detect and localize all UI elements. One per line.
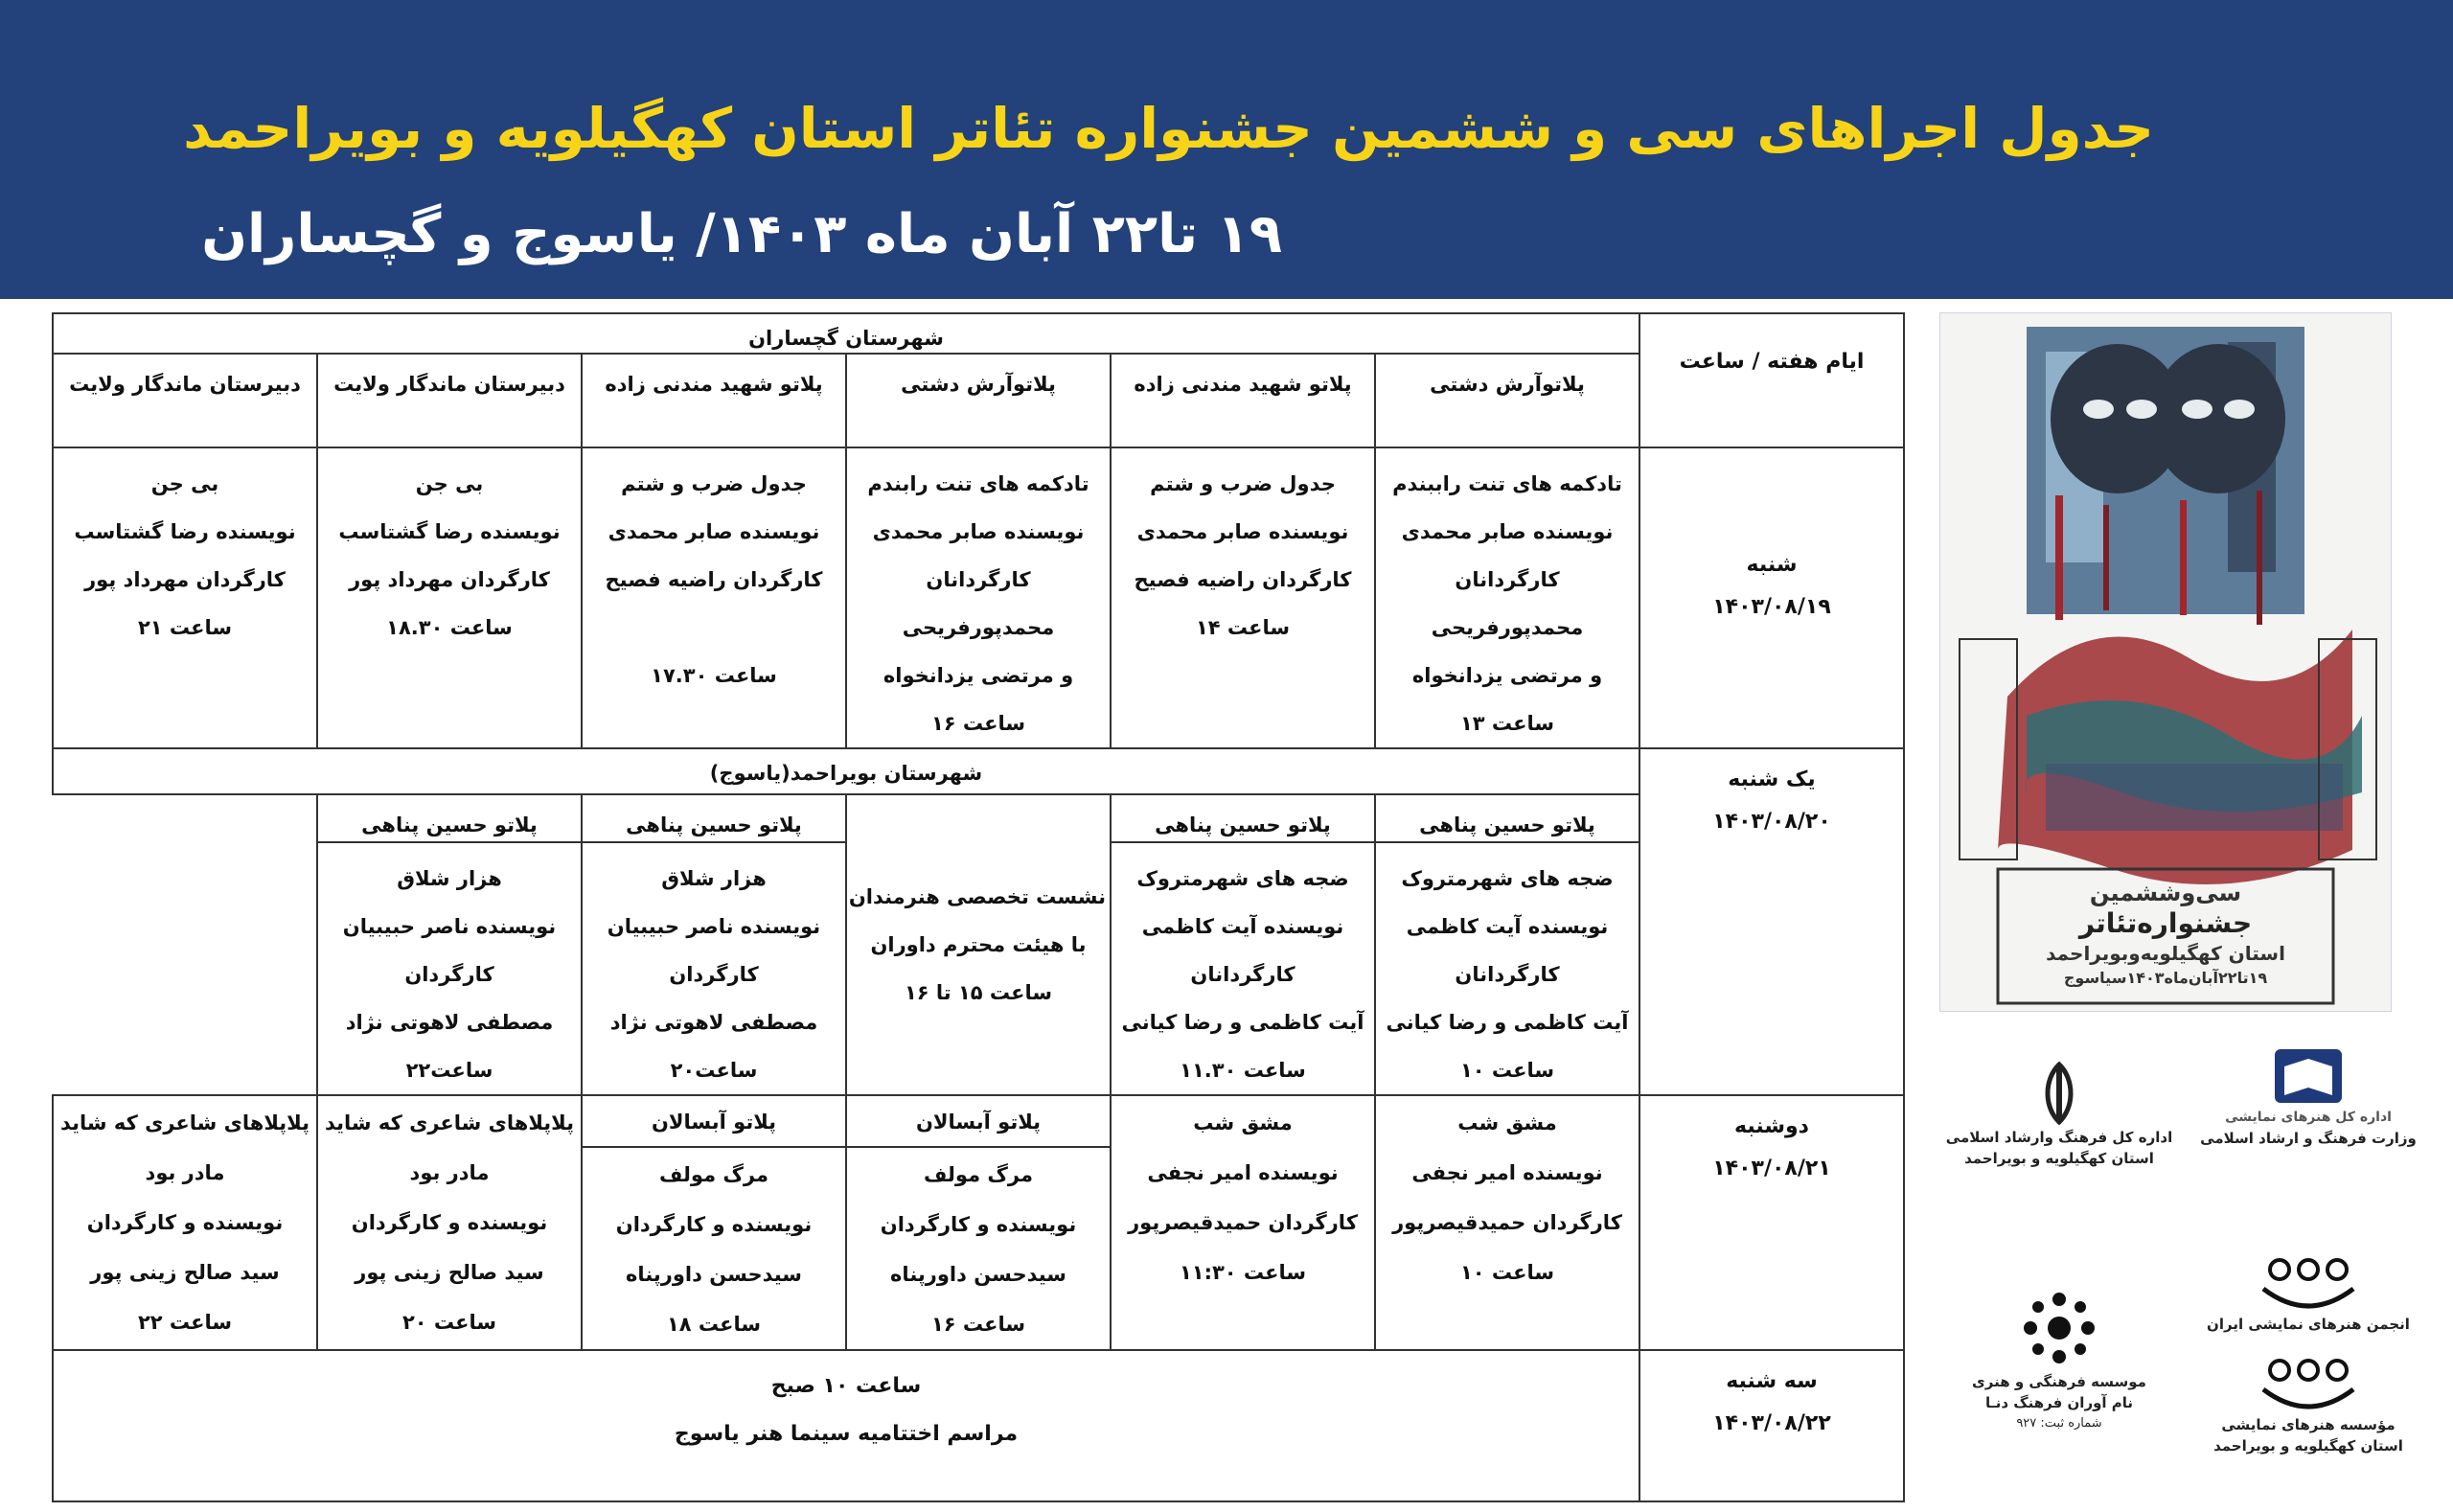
venue-header: پلاتو آبسالان (846, 1095, 1111, 1147)
performance-cell: مرگ مولف نویسنده و کارگردان سیدحسن داورپناه ساعت ۱۶ (846, 1147, 1111, 1350)
day-tuesday: سه شنبه ۱۴۰۳/۰۸/۲۲ (1639, 1350, 1904, 1501)
performance-cell: مشق شب نویسنده امیر نجفی کارگردان حمیدقیصرپور ساعت ۱۰ (1375, 1095, 1639, 1350)
region-header-boyerahmad: شهرستان بویراحمد(یاسوج) (53, 748, 1639, 794)
performance-cell: هزار شلاق نویسنده ناصر حبیبیان کارگردان مصطفی لاهوتی نژاد ساعت۲۰ (582, 842, 846, 1095)
logo-ershad: اداره کل فرهنگ وارشاد اسلامی استان کهگیلویه و بویراحمد (1939, 1060, 2179, 1169)
venue-header: پلاتو شهید مندنی زاده (582, 354, 846, 447)
schedule-table (52, 312, 1905, 1502)
logo-dena: موسسه فرهنگی و هنری نام آوران فرهنگ دنـا شماره ثبت: ۹۲۷ (1939, 1285, 2179, 1434)
venue-header: پلاتو حسین پناهی (1375, 794, 1639, 842)
day-monday: دوشنبه ۱۴۰۳/۰۸/۲۱ (1639, 1095, 1904, 1350)
region-header-gachsaran: شهرستان گچساران (53, 313, 1639, 354)
venue-header: پلاتو آبسالان (582, 1095, 846, 1147)
venue-header: پلاتو حسین پناهی (582, 794, 846, 842)
page-subtitle: ۱۹ تا۲۲ آبان ماه ۱۴۰۳/ یاسوج و گچساران (201, 203, 1282, 265)
closing-ceremony-cell: ساعت ۱۰ صبح مراسم اختتامیه سینما هنر یاسوج (53, 1350, 1639, 1501)
venue-header: دبیرستان ماندگار ولایت (317, 354, 582, 447)
performance-cell: مرگ مولف نویسنده و کارگردان سیدحسن داورپناه ساعت ۱۸ (582, 1147, 846, 1350)
performance-cell: مشق شب نویسنده امیر نجفی کارگردان حمیدقیصرپور ساعت ۱۱:۳۰ (1111, 1095, 1375, 1350)
logo-honarha: اداره کل هنرهای نمایشی وزارت فرهنگ و ارشاد اسلامی (2189, 1045, 2428, 1149)
performance-cell: ضجه های شهرمتروک نویسنده آیت کاظمی کارگردانان آیت کاظمی و رضا کیانی ساعت ۱۱.۳۰ (1111, 842, 1375, 1095)
performance-cell: ضجه های شهرمتروک نویسنده آیت کاظمی کارگردانان آیت کاظمی و رضا کیانی ساعت ۱۰ (1375, 842, 1639, 1095)
performance-cell: تادکمه های تنت رابندم نویسنده صابر محمدی کارگردانان محمدپورفریحی و مرتضی یزدانخواه ساعت ۱۶ (846, 447, 1111, 748)
poster-title: سی‌وششمین جشنواره‌تئاتر استان کهگیلویه‌و‌بویراحمد ۱۹تا۲۲آبان‌ماه‌۱۴۰۳سیاسوج (2046, 880, 2285, 987)
performance-cell: تادکمه های تنت راببندم نویسنده صابر محمدی کارگردانان محمدپورفریحی و مرتضی یزدانخواه ساعت ۱۳ (1375, 447, 1639, 748)
performance-cell: بی جن نویسنده رضا گشتاسب کارگردان مهرداد پور ساعت ۱۸.۳۰ (317, 447, 582, 748)
venue-header: پلاتوآرش دشتی (1375, 354, 1639, 447)
venue-header: پلاتو حسین پناهی (317, 794, 582, 842)
performance-cell: پلاپلاهای شاعری که شاید مادر بود نویسنده و کارگردان سید صالح زینی پور ساعت ۲۰ (317, 1095, 582, 1350)
performance-cell: بی جن نویسنده رضا گشتاسب کارگردان مهرداد پور ساعت ۲۱ (53, 447, 317, 748)
performance-cell: جدول ضرب و شتم نویسنده صابر محمدی کارگردان راضیه فصیح ساعت ۱۴ (1111, 447, 1375, 748)
iran-emblem-icon (2030, 1060, 2088, 1127)
dena-snowflake-icon (2016, 1285, 2102, 1371)
venue-header: پلاتو شهید مندنی زاده (1111, 354, 1375, 447)
performance-cell: پلاپلاهای شاعری که شاید مادر بود نویسنده و کارگردان سید صالح زینی پور ساعت ۲۲ (53, 1095, 317, 1350)
moassese-logo-icon (2256, 1357, 2361, 1414)
side-panel (1930, 312, 2428, 1481)
performance-cell: نشست تخصصی هنرمندان با هیئت محترم داوران ساعت ۱۵ تا ۱۶ (846, 794, 1111, 1095)
logo-moassese: مؤسسه هنرهای نمایشی استان کهگیلویه و بویراحمد (2189, 1357, 2428, 1456)
venue-header: دبیرستان ماندگار ولایت (53, 354, 317, 447)
day-sunday: یک شنبه ۱۴۰۳/۰۸/۲۰ (1639, 748, 1904, 1095)
page-title: جدول اجراهای سی و ششمین جشنواره تئاتر استان کهگیلویه و بویراحمد (183, 96, 2154, 161)
venue-header: پلاتو حسین پناهی (1111, 794, 1375, 842)
performance-cell: جدول ضرب و شتم نویسنده صابر محمدی کارگردان راضیه فصیح ساعت ۱۷.۳۰ (582, 447, 846, 748)
logo-anjoman: انجمن هنرهای نمایشی ایران (2189, 1256, 2428, 1335)
festival-poster (1939, 312, 2392, 1012)
day-saturday: شنبه ۱۴۰۳/۰۸/۱۹ (1639, 447, 1904, 748)
day-column-header: ایام هفته / ساعت (1639, 313, 1904, 447)
performance-cell: هزار شلاق نویسنده ناصر حبیبیان کارگردان مصطفی لاهوتی نژاد ساعت۲۲ (317, 842, 582, 1095)
page-header (0, 0, 2453, 299)
venue-header: پلاتوآرش دشتی (846, 354, 1111, 447)
book-logo-icon (2265, 1045, 2351, 1107)
anjoman-logo-icon (2256, 1256, 2361, 1314)
